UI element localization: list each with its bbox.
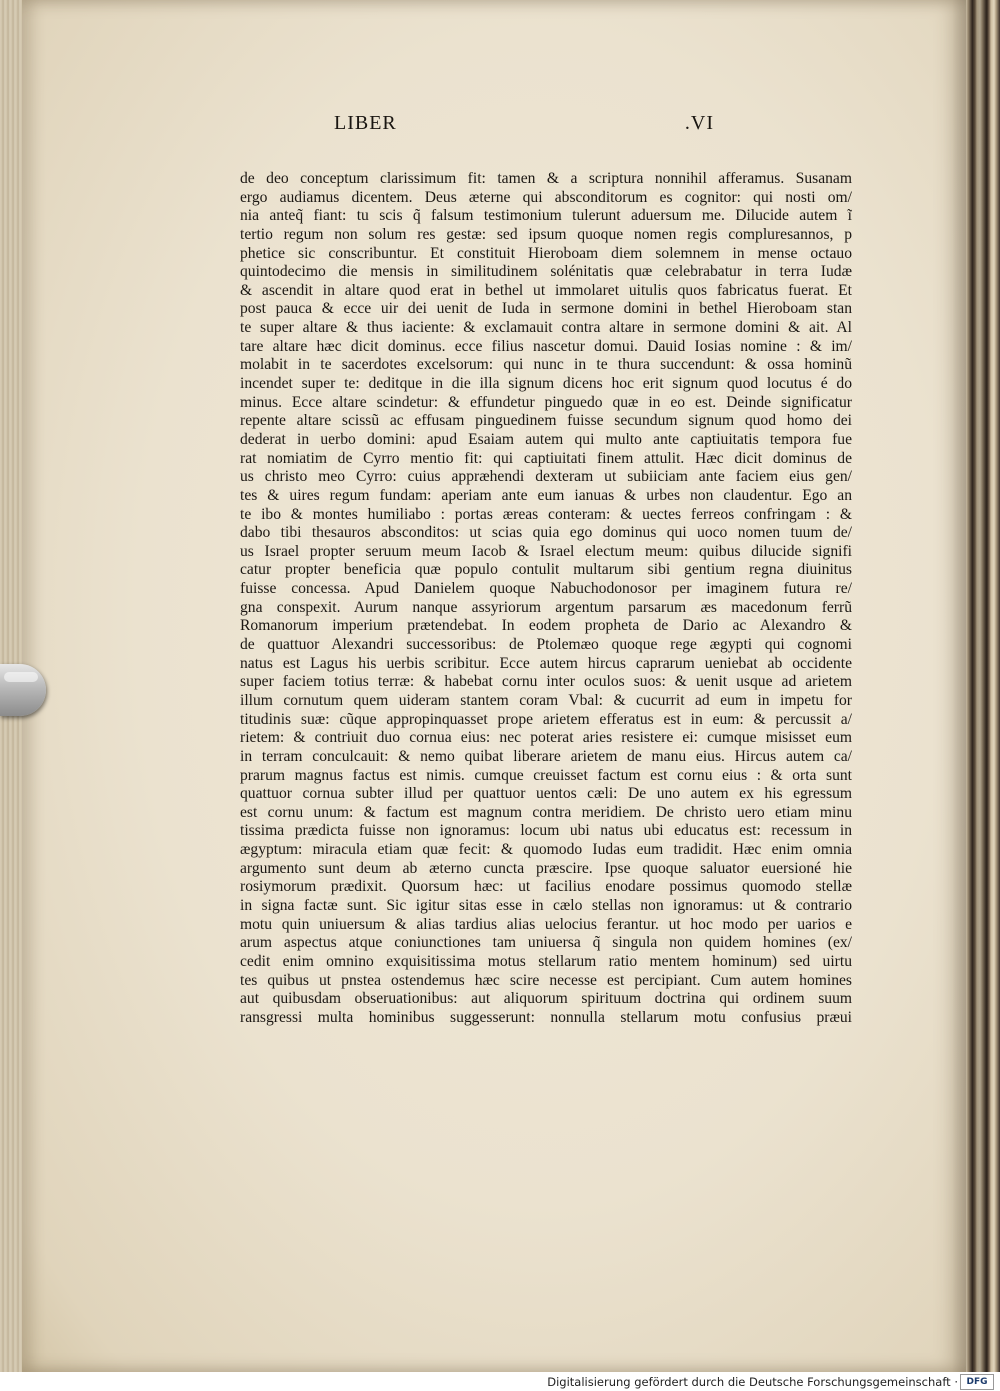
text-line: est cornu unum: & factum est magnum contra meridiem. De christo uero etiam minu bbox=[240, 803, 852, 821]
text-line: tertio regum non solum res gestæ: sed ipsum quoque nomen regis compluresannos, p bbox=[240, 225, 852, 243]
text-line: us christo meo Cyrro: cuius appræhendi dexteram ut subiiciam ante faciem eius gen/ bbox=[240, 468, 852, 486]
text-line: molabit in te sacerdotes excelsorum: qui nunc in te thura succendunt: & ossa hominũ bbox=[240, 356, 852, 374]
text-line: motu quin uniuersum & alias tardius alias uelocius ferantur. ut hoc modo per uarios e bbox=[240, 915, 852, 933]
text-line: tare altare hæc dicit dominus. ecce filius nascetur domui. Dauid Iosias nomine : & im/ bbox=[240, 337, 852, 355]
text-line: rietem: & contriuit duo cornua eius: nec poterat aries resistere ei: cumque misisset eum bbox=[240, 729, 852, 747]
text-line: in signa factæ sunt. Sic igitur sitas esse in cælo stellas non ignoramus: ut & contrario bbox=[240, 896, 852, 914]
text-line: illum cornutum quem uideram stantem coram Vbal: & cucurrit ad eum in impetu for bbox=[240, 691, 852, 709]
text-line: tissima prædicta fuisse non ignoramus: locum ubi natus ubi educatus est: recessum in bbox=[240, 822, 852, 840]
text-line: quintodecimo die mensis in similitudinem solénitatis quæ celebrabatur in terra Iudæ bbox=[240, 263, 852, 281]
text-line: tes & uires regum fundam: aperiam ante eum ianuas & urbes non claudentur. Ego an bbox=[240, 486, 852, 504]
text-line: dederat in uerbo domini: apud Esaiam autem qui multo ante captiuitatis tempora fue bbox=[240, 430, 852, 448]
footer-credit: Digitalisierung gefördert durch die Deutsche Forschungsgemeinschaft · bbox=[547, 1375, 958, 1389]
text-line: quattuor cornua subter illud per quattuor uentos cæli: De uno autem ex his egressum bbox=[240, 785, 852, 803]
text-line: rosiymorum prædixit. Quorsum hæc: ut facilius enodare possimus quomodo stellæ bbox=[240, 878, 852, 896]
text-line: ransgressi multa hominibus suggesserunt: nonnulla stellarum motu confusius præui bbox=[240, 1008, 852, 1026]
text-line: super faciem totius terræ: & habebat cornu inter oculos suos: & uenit usque ad arietem bbox=[240, 673, 852, 691]
text-line: tes quibus ut pnstea ostendemus hæc scire necesse est percipiant. Cum autem homines bbox=[240, 971, 852, 989]
text-line: ægyptum: miracula etiam quæ fecit: & quomodo Iudas eum tradidit. Hæc enim omnia bbox=[240, 841, 852, 859]
text-line: de deo conceptum clarissimum fit: tamen & a scriptura nonnihil afferamus. Susanam bbox=[240, 170, 852, 187]
text-line: te ibo & montes humiliabo : portas æreas conteram: & uectes ferreos confringam : & bbox=[240, 505, 852, 523]
running-head-left: LIBER bbox=[334, 112, 397, 134]
text-line: phetice sic conscribuntur. Et constituit Hieroboam diem solemnem in mense octauo bbox=[240, 244, 852, 262]
text-line: repente altare scissũ ac effusam pinguedinem fuisse secundum signum quod homo dei bbox=[240, 412, 852, 430]
text-line: us Israel propter seruum meum Iacob & Israel electum meum: quibus dilucide signifi bbox=[240, 542, 852, 560]
text-line: te super altare & thus iaciente: & exclamauit contra altare in sermone domini & ait. Al bbox=[240, 319, 852, 337]
text-line: in terram conculcauit: & nemo quibat liberare arietem de manu eius. Hircus autem ca/ bbox=[240, 747, 852, 765]
dfg-logo: DFG bbox=[960, 1374, 994, 1390]
text-line: titudinis suæ: cũque appropinquasset prope arietem efferatus est in eum: & percussit a/ bbox=[240, 710, 852, 728]
text-line: aut quibusdam obseruationibus: aut aliquorum spirituum doctrina qui ordinem suum bbox=[240, 990, 852, 1008]
running-head-right: .VI bbox=[684, 112, 714, 134]
text-line: cedit enim omnino exquisitissima motus stellarum ratio mentem hominum) sed uirtu bbox=[240, 952, 852, 970]
text-line: & ascendit in altare quod erat in bethel ut immolaret uitulis quos fabricatus fuerat. Et bbox=[240, 281, 852, 299]
text-line: arum aspectus atque coniunctiones tam uniuersa q̃ singula non quidem homines (ex/ bbox=[240, 934, 852, 952]
text-line: post pauca & ecce uir dei uenit de Iuda in sermone domini in bethel Hieroboam stan bbox=[240, 300, 852, 318]
text-line: gna conspexit. Aurum nanque assyriorum argentum parsarum æs macedonum ferrũ bbox=[240, 598, 852, 616]
running-head bbox=[334, 112, 714, 138]
text-line: natus est Lagus his uerbis scribitur. Ecce autem hircus caprarum ueniebat ab occidente bbox=[240, 654, 852, 672]
footer-bar bbox=[0, 1372, 1000, 1391]
text-line: Romanorum imperium prætendebat. In eodem propheta de Dario ac Alexandro & bbox=[240, 617, 852, 635]
text-line: ergo audiamus dicentem. Deus æterne qui absconditorum es cognitor: qui nosti om/ bbox=[240, 188, 852, 206]
text-line: prarum magnus factus est nimis. cumque creuisset factum est cornu eius : & orta sunt bbox=[240, 766, 852, 784]
gutter-shadow bbox=[952, 0, 988, 1372]
text-block bbox=[240, 170, 852, 1027]
text-line: incendet super te: deditque in die illa signum dicens hoc erit signum quod locutus é do bbox=[240, 375, 852, 393]
text-line: de quattuor Alexandri successoribus: de Ptolemæo quoque rege ægypti qui cognomi bbox=[240, 636, 852, 654]
text-line: rat nomiatim de Cyrro mentio fit: qui captiuitati finem attulit. Hæc dicit dominus de bbox=[240, 449, 852, 467]
text-line: catur propter beneficia quæ populo contulit multarum sibi gentium regna diuinitus bbox=[240, 561, 852, 579]
text-line: nia anteq̃ fiant: tu scis q̃ falsum testimonium tulerunt aduersum me. Dilucide autem ĩ bbox=[240, 207, 852, 225]
text-line: minus. Ecce altare scindetur: & effundetur pinguedo quæ in eo est. Deinde significatur bbox=[240, 393, 852, 411]
text-line: argumento sunt deum ab æterno cuncta præscire. Ipse quoque saluator euersioné hie bbox=[240, 859, 852, 877]
text-line: dabo tibi thesauros absconditos: ut scias quia ego dominus qui uoco nomen tuum de/ bbox=[240, 524, 852, 542]
text-line: fuisse concessa. Apud Danielem quoque Nabuchodonosor per imaginem futura re/ bbox=[240, 580, 852, 598]
